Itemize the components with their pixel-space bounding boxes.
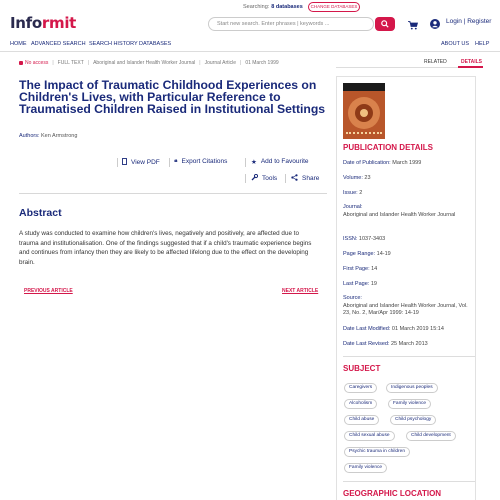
subject-chip[interactable]: Caregivers xyxy=(344,383,377,393)
detail-last-revised: Date Last Revised: 25 March 2013 xyxy=(343,341,428,347)
article-meta: No access | FULL TEXT | Aboriginal and Islander Health Worker Journal | Journal Article | 01 March 1999 xyxy=(19,60,319,67)
divider xyxy=(169,158,170,167)
active-tab-indicator xyxy=(458,66,483,68)
searching-databases-label: Searching: 8 databases xyxy=(243,4,303,10)
lock-icon xyxy=(19,61,23,65)
next-article-link[interactable]: NEXT ARTICLE xyxy=(282,288,319,294)
article-date: 01 March 1999 xyxy=(245,60,279,66)
document-icon xyxy=(122,158,127,165)
divider xyxy=(245,174,246,183)
add-favourite-button[interactable]: ★ Add to Favourite xyxy=(251,158,309,166)
previous-article-link[interactable]: PREVIOUS ARTICLE xyxy=(24,288,73,294)
nav-advanced-search[interactable]: ADVANCED SEARCH xyxy=(31,41,86,47)
quote-icon: ❝ xyxy=(174,159,178,166)
detail-last-modified: Date Last Modified: 01 March 2019 15:14 xyxy=(343,326,444,332)
subject-chip[interactable]: Child psychology xyxy=(390,415,436,425)
login-register-link[interactable]: Login | Register xyxy=(446,18,492,25)
search-button[interactable] xyxy=(375,17,395,31)
detail-last-page: Last Page: 19 xyxy=(343,281,377,287)
cart-icon[interactable] xyxy=(408,17,418,35)
divider xyxy=(117,158,118,167)
divider xyxy=(336,67,476,68)
nav-help[interactable]: HELP xyxy=(475,41,490,47)
subject-chip[interactable]: Family violence xyxy=(388,399,431,409)
full-text-label: FULL TEXT xyxy=(57,60,84,66)
tab-details[interactable]: DETAILS xyxy=(461,59,483,65)
divider xyxy=(343,481,475,482)
article-title: The Impact of Traumatic Childhood Experiences on Children's Lives, with Particular Reference to Traumatised Children Raised in Institutional Settings xyxy=(19,78,326,117)
share-icon xyxy=(291,174,298,181)
detail-volume: Volume: 23 xyxy=(343,175,371,181)
subject-heading: SUBJECT xyxy=(343,364,381,373)
nav-search-history[interactable]: SEARCH HISTORY xyxy=(89,41,138,47)
main-navigation xyxy=(0,38,500,52)
search-input[interactable]: Start new search. Enter phrases | keywords ... xyxy=(208,17,374,31)
nav-home[interactable]: HOME xyxy=(10,41,27,47)
article-type: Journal Article xyxy=(204,60,236,66)
wrench-icon xyxy=(251,174,258,181)
authors-line: Authors: Ken Armstrong xyxy=(19,133,78,139)
user-account-icon[interactable] xyxy=(430,16,440,34)
subject-chip[interactable]: Child abuse xyxy=(344,415,379,425)
nav-about-us[interactable]: ABOUT US xyxy=(441,41,470,47)
search-icon xyxy=(381,20,389,28)
subject-chip[interactable]: Child development xyxy=(406,431,456,441)
tools-button[interactable]: Tools xyxy=(251,174,277,182)
view-pdf-button[interactable]: View PDF xyxy=(122,158,160,166)
divider xyxy=(343,356,475,357)
subject-chip[interactable]: Family violence xyxy=(344,463,387,473)
detail-journal: Journal: Aboriginal and Islander Health Worker Journal xyxy=(343,204,456,218)
star-icon: ★ xyxy=(251,159,257,166)
detail-first-page: First Page: 14 xyxy=(343,266,378,272)
detail-source: Source: Aboriginal and Islander Health Worker Journal, Vol. 23, No. 2, Mar/Apr 1999: 14-19 xyxy=(343,295,468,316)
publication-details-heading: PUBLICATION DETAILS xyxy=(343,143,433,152)
abstract-heading: Abstract xyxy=(19,207,62,219)
abstract-text: A study was conducted to examine how children's lives, negatively and positively, are affected due to trauma and institutionalisation. One of the findings suggested that if a child's traumatic experience begins and continues from infancy then they are likely to be affected lifelong due to the effect on the developing brain. xyxy=(19,230,312,266)
informit-logo[interactable]: Informit xyxy=(10,14,77,32)
geographic-location-heading: GEOGRAPHIC LOCATION xyxy=(343,489,442,498)
nav-databases[interactable]: DATABASES xyxy=(139,41,172,47)
detail-issue: Issue: 2 xyxy=(343,190,363,196)
share-button[interactable]: Share xyxy=(291,174,319,182)
divider xyxy=(245,158,246,167)
journal-name[interactable]: Aboriginal and Islander Health Worker Journal xyxy=(93,60,196,66)
subject-chip[interactable]: Child sexual abuse xyxy=(344,431,395,441)
databases-count-link[interactable]: 8 databases xyxy=(271,4,303,10)
divider xyxy=(285,174,286,183)
change-databases-button[interactable]: CHANGE DATABASES xyxy=(308,2,360,12)
subject-chip[interactable]: Alcoholism xyxy=(344,399,377,409)
author-name[interactable]: Ken Armstrong xyxy=(41,133,78,139)
subject-chip[interactable]: Indigenous peoples xyxy=(386,383,438,393)
subject-chip[interactable]: Psychic trauma in children xyxy=(344,447,410,457)
tab-related[interactable]: RELATED xyxy=(424,59,447,65)
access-status: No access xyxy=(25,60,49,66)
detail-date: Date of Publication: March 1999 xyxy=(343,160,422,166)
detail-page-range: Page Range: 14-19 xyxy=(343,251,391,257)
export-citations-button[interactable]: ❝ Export Citations xyxy=(174,158,228,166)
top-header xyxy=(0,0,500,40)
detail-issn: ISSN: 1037-3403 xyxy=(343,236,386,242)
journal-cover-image[interactable] xyxy=(343,83,385,139)
divider xyxy=(19,193,327,194)
